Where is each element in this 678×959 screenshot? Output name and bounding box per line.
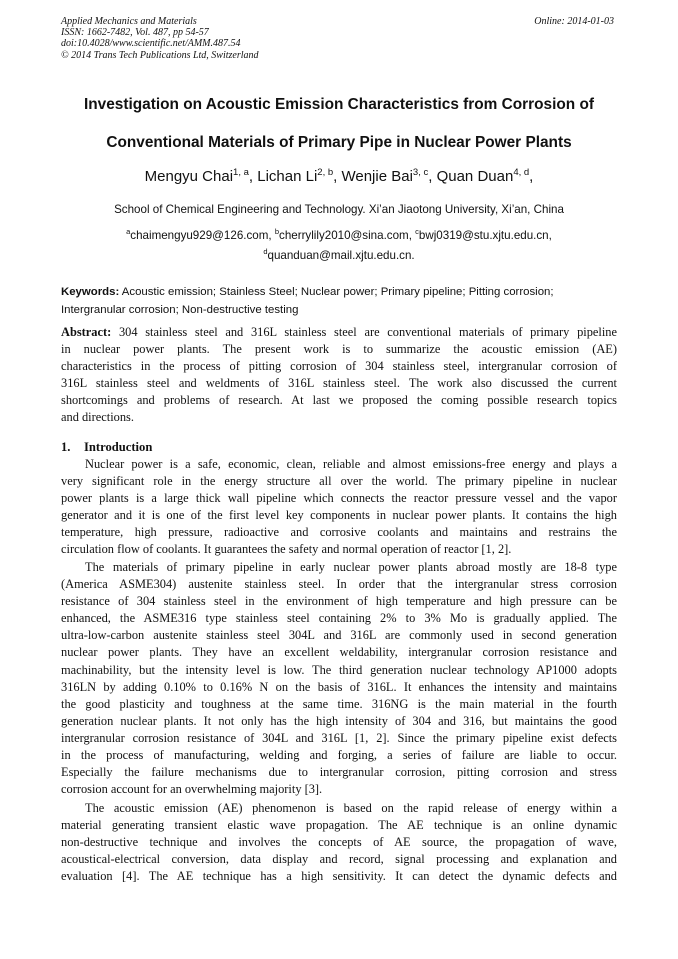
doi: doi:10.4028/www.scientific.net/AMM.487.54 (61, 38, 241, 50)
issn-volume: ISSN: 1662-7482, Vol. 487, pp 54-57 (61, 27, 209, 39)
paragraph-line: machinability, but the intensity level is low. The third generation nuclear technology AP1000 adopts (61, 662, 617, 677)
paragraph-line: enhanced, the ASME316 type stainless steel containing 2% to 3% Mo is gradually applied. The (61, 611, 617, 626)
paragraph-line: circulation flow of coolants. It guarantees the safety and normal operation of reactor [1, 2]. (61, 542, 512, 557)
paragraph-line: resistance of 304 stainless steel in the environment of high temperature and high pressure can be (61, 594, 617, 609)
section-heading (61, 439, 152, 456)
paragraph-line: 316LN by adding 0.10% to 0.16% N on the basis of 316L. It enhances the intensity and maintains (61, 679, 617, 694)
paragraph-line: The materials of primary pipeline in early nuclear power plants abroad mostly are 18-8 type (85, 560, 617, 574)
author-affiliation-marker: 4, d (513, 167, 530, 178)
journal-name: Applied Mechanics and Materials (61, 16, 197, 27)
paragraph-line: nuclear power plants. They have an excellent weldability, intergranular corrosion resistance and (61, 645, 617, 660)
author-name: Lichan Li (257, 168, 318, 185)
email-address: chaimengyu929@126.com, (130, 229, 275, 242)
paragraph-2 (61, 559, 617, 798)
online-date: Online: 2014-01-03 (534, 16, 614, 27)
author-emails (40, 226, 638, 266)
email-line-2 (40, 246, 638, 266)
paragraph-line: acoustical-electrical conversion, data display and record, signal processing and explanation and (61, 852, 617, 867)
paragraph-line: temperature, high pressure, radioactive and corrosive coolants and maintains and restrains the (61, 525, 617, 540)
title-line-1: Investigation on Acoustic Emission Characteristics from Corrosion of (84, 96, 594, 113)
paragraph-line: Especially the failure mechanisms due to intergranular corrosion, pitting corrosion and stress (61, 765, 617, 780)
email-marker: c (415, 227, 419, 236)
abstract-line (61, 324, 617, 341)
abstract-line: and directions. (61, 410, 134, 425)
paragraph-1 (61, 456, 617, 559)
keywords (61, 283, 617, 319)
author-affiliation-marker: 1, a (233, 167, 249, 178)
paragraph-line: intergranular corrosion resistance of 304L and 316L [1, 2]. Since the primary pipeline exist defects (61, 730, 617, 745)
paragraph-line: corrosion account for an overwhelming majority [3]. (61, 782, 323, 797)
paragraph-line: power plants is a large thick wall pipeline which connects the reactor pressure vessel and the vapor (61, 491, 617, 506)
abstract-label: Abstract: (61, 325, 112, 339)
paragraph-line: material generating transient elastic wave propagation. The AE technique is an online dynamic (61, 818, 617, 833)
email-marker: b (274, 227, 280, 236)
copyright: © 2014 Trans Tech Publications Ltd, Switzerland (61, 49, 259, 61)
keywords-text: Acoustic emission; Stainless Steel; Nuclear power; Primary pipeline; Pitting corrosion; (119, 286, 554, 298)
email-address: quanduan@mail.xjtu.edu.cn. (267, 249, 415, 262)
paragraph-line: The acoustic emission (AE) phenomenon is based on the rapid release of energy within a (85, 801, 617, 815)
section-title: Introduction (84, 440, 153, 454)
paragraph-line: the good plasticity and toughness at the same time. 316NG is the main material in the fourth (61, 696, 617, 711)
paragraph-line: Nuclear power is a safe, economic, clean, reliable and almost emissions-free energy and plays a (85, 457, 617, 471)
email-line-1 (40, 226, 638, 246)
email-marker: d (263, 247, 268, 256)
title-line-2: Conventional Materials of Primary Pipe in Nuclear Power Plants (106, 134, 572, 151)
affiliation: School of Chemical Engineering and Technology. Xi’an Jiaotong University, Xi’an, China (114, 203, 564, 216)
abstract (61, 324, 617, 427)
author-separator: , (529, 168, 534, 185)
paper-title (40, 86, 638, 162)
author-name: Quan Duan (436, 168, 514, 185)
abstract-line: characteristics in the process of pitting corrosion of 304 stainless steel, intergranular corrosion of (61, 359, 617, 374)
paragraph-line: generation nuclear plants. It not only has the high intensity of 304 and 316, but maintains the good (61, 713, 617, 728)
journal-metadata (61, 16, 259, 61)
paragraph-line: (America ASME304) austenite stainless steel. In order that the intergranular stress corrosion (61, 577, 617, 592)
author-affiliation-marker: 2, b (317, 167, 334, 178)
email-address: bwj0319@stu.xjtu.edu.cn, (418, 229, 552, 242)
abstract-line: 316L stainless steel and weldments of 316L stainless steel. The work also discussed the current (61, 376, 617, 391)
abstract-text: 304 stainless steel and 316L stainless steel are conventional materials of primary pipeline (111, 325, 617, 339)
keywords-line-1 (61, 283, 617, 301)
keywords-line-2: Intergranular corrosion; Non-destructive testing (61, 304, 299, 316)
author-name: Wenjie Bai (341, 168, 413, 185)
paragraph-line: in the process of manufacturing, welding and forging, a series of failure are liable to occur. (61, 748, 617, 763)
author-separator: , (428, 168, 437, 185)
paragraph-3 (61, 800, 617, 885)
paragraph-line: evaluation [4]. The AE technique has a high sensitivity. It can detect the dynamic defects and (61, 869, 617, 884)
keywords-label: Keywords: (61, 286, 120, 298)
author-separator: , (333, 168, 342, 185)
paragraph-line: very significant role in the energy structure all over the world. The primary pipeline in nuclear (61, 474, 617, 489)
email-marker: a (126, 227, 131, 236)
author-separator: , (248, 168, 258, 185)
author-list (40, 166, 638, 188)
abstract-line: in nuclear power plants. The present work is to summarize the acoustic emission (AE) (61, 342, 617, 357)
paragraph-line: generator and it is one of the first level key components in nuclear power plants. It contains the high (61, 508, 617, 523)
author-name: Mengyu Chai (144, 168, 234, 185)
author-affiliation-marker: 3, c (412, 167, 429, 178)
email-address: cherrylily2010@sina.com, (279, 229, 416, 242)
section-number: 1. (61, 440, 71, 454)
paragraph-line: non-destructive technique and involves the concepts of AE source, the propagation of wave, (61, 835, 617, 850)
abstract-line: shortcomings and problems of research. At last we proposed the coming possible research topics (61, 393, 617, 408)
paragraph-line: ultra-low-carbon austenite stainless steel 304L and 316L are commonly used in second generation (61, 628, 617, 643)
